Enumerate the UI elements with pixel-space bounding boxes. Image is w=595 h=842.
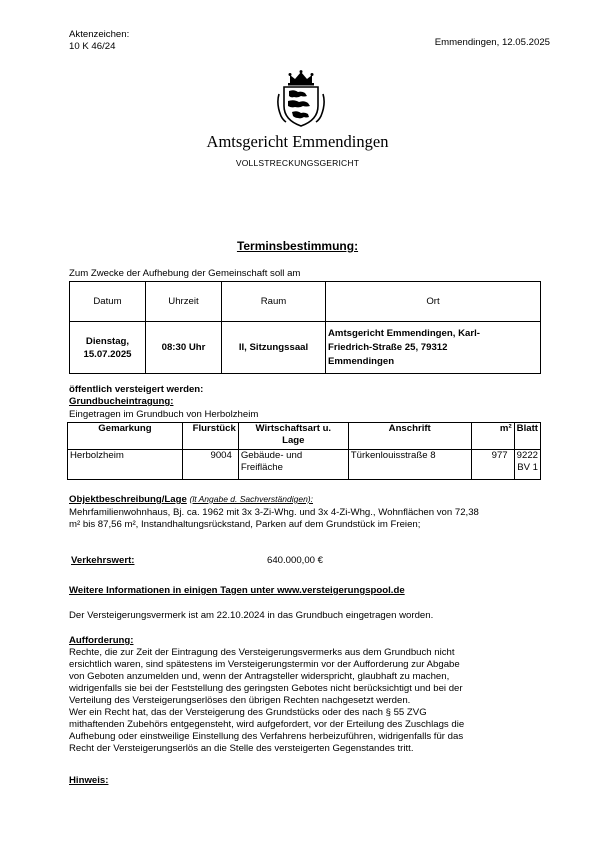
header-wirtschaftsart-line: Wirtschaftsart u. bbox=[255, 423, 332, 434]
header-place: Ort bbox=[326, 282, 541, 322]
request-line: von Geboten anzumelden und, wenn der Antragsteller widerspricht, glaubhaft zu machen, bbox=[69, 671, 450, 682]
table-header-row bbox=[70, 282, 541, 322]
place-date: Emmendingen, 12.05.2025 bbox=[434, 37, 550, 48]
appointment-room: II, Sitzungssaal bbox=[222, 322, 326, 374]
cell-m2: 977 bbox=[471, 450, 514, 480]
request-line: Aufhebung oder einstweilige Einstellung des Verfahrens herbeizuführen, widrigenfalls für das bbox=[69, 731, 464, 742]
object-description-heading bbox=[69, 494, 313, 505]
land-register-table bbox=[67, 422, 541, 480]
notice-heading: Hinweis: bbox=[69, 775, 109, 786]
document-title: Terminsbestimmung: bbox=[236, 239, 359, 253]
header-lage-line: Lage bbox=[282, 434, 305, 446]
table-row bbox=[70, 322, 541, 374]
place-line: Emmendingen bbox=[328, 355, 395, 367]
header-anschrift: Anschrift bbox=[348, 423, 471, 450]
description-line: Mehrfamilienwohnhaus, Bj. ca. 1962 mit 3x 3-Zi-Whg. und 3x 4-Zi-Whg., Wohnflächen von 72,38 bbox=[69, 507, 479, 518]
coat-of-arms-icon bbox=[276, 70, 326, 128]
auction-statement: öffentlich versteigert werden: bbox=[69, 384, 204, 395]
table-header-row bbox=[68, 423, 541, 450]
header-m2: m² bbox=[471, 423, 514, 450]
cell-gemarkung: Herbolzheim bbox=[68, 450, 183, 480]
request-line: Wer ein Recht hat, das der Versteigerung des Grundstücks oder des nach § 55 ZVG bbox=[69, 707, 427, 718]
request-line: Recht der Versteigerungserlös an die Stelle des versteigerten Gegenstandes tritt. bbox=[69, 743, 414, 754]
market-value-label: Verkehrswert: bbox=[71, 555, 135, 566]
request-line: ersichtlich waren, sind spätestens im Versteigerungstermin vor der Aufforderung zur Abgabe bbox=[69, 659, 460, 670]
appointment-place bbox=[326, 322, 541, 374]
market-value: 640.000,00 € bbox=[267, 555, 324, 566]
table-row bbox=[68, 450, 541, 480]
court-department: VOLLSTRECKUNGSGERICHT bbox=[235, 158, 360, 168]
cell-line: Freifläche bbox=[240, 461, 283, 473]
land-register-heading: Grundbucheintragung: bbox=[69, 396, 174, 407]
cell-wirtschaftsart bbox=[238, 450, 348, 480]
appointment-time: 08:30 Uhr bbox=[146, 322, 222, 374]
cell-blatt bbox=[514, 450, 540, 480]
date-value: 15.07.2025 bbox=[83, 348, 132, 360]
header-time: Uhrzeit bbox=[146, 282, 222, 322]
object-heading-note: (lt Angabe d. Sachverständigen): bbox=[189, 494, 313, 504]
header-room: Raum bbox=[222, 282, 326, 322]
more-info-link[interactable]: Weitere Informationen in einigen Tagen unter www.versteigerungspool.de bbox=[69, 585, 405, 596]
land-register-text: Eingetragen im Grundbuch von Herbolzheim bbox=[69, 409, 259, 420]
header-date: Datum bbox=[70, 282, 146, 322]
place-line: Amtsgericht Emmendingen, Karl- bbox=[328, 327, 480, 339]
cell-line: Gebäude- und bbox=[240, 450, 303, 461]
cell-anschrift: Türkenlouisstraße 8 bbox=[348, 450, 471, 480]
registration-note: Der Versteigerungsvermerk ist am 22.10.2024 in das Grundbuch eingetragen worden. bbox=[69, 610, 434, 621]
intro-text: Zum Zwecke der Aufhebung der Gemeinschaft soll am bbox=[69, 268, 301, 279]
court-name: Amtsgericht Emmendingen bbox=[206, 132, 389, 151]
header-gemarkung: Gemarkung bbox=[68, 423, 183, 450]
case-number-block bbox=[69, 29, 129, 53]
request-line: Rechte, die zur Zeit der Eintragung des Versteigerungsvermerks aus dem Grundbuch nicht bbox=[69, 647, 455, 658]
header-blatt: Blatt bbox=[514, 423, 540, 450]
request-line: mithaftenden Zubehörs entgegensteht, wird aufgefordert, vor der Erteilung des Zuschlags die bbox=[69, 719, 465, 730]
case-number-label: Aktenzeichen: bbox=[69, 29, 130, 40]
description-line: m² bis 87,56 m², Instandhaltungsrückstand, Parken auf dem Grundstück im Freien; bbox=[69, 519, 421, 530]
appointment-table bbox=[69, 281, 541, 374]
header-wirtschaftsart bbox=[238, 423, 348, 450]
cell-line: 9222 bbox=[516, 450, 538, 461]
case-number-value: 10 K 46/24 bbox=[69, 41, 116, 52]
request-text bbox=[69, 647, 544, 755]
place-line: Friedrich-Straße 25, 79312 bbox=[328, 341, 448, 353]
object-description bbox=[69, 507, 479, 531]
request-heading: Aufforderung: bbox=[69, 635, 134, 646]
request-line: Verteilung des Versteigerungserlöses den übrigen Rechten nachgesetzt werden. bbox=[69, 695, 411, 706]
request-line: widrigenfalls sie bei der Feststellung des geringsten Gebotes nicht berücksichtigt und bei der bbox=[69, 683, 463, 694]
cell-line: BV 1 bbox=[517, 461, 538, 473]
date-weekday: Dienstag, bbox=[85, 335, 130, 347]
cell-flurstueck: 9004 bbox=[182, 450, 238, 480]
header-flurstueck: Flurstück bbox=[182, 423, 238, 450]
appointment-date bbox=[70, 322, 146, 374]
object-heading-label: Objektbeschreibung/Lage bbox=[69, 494, 187, 505]
